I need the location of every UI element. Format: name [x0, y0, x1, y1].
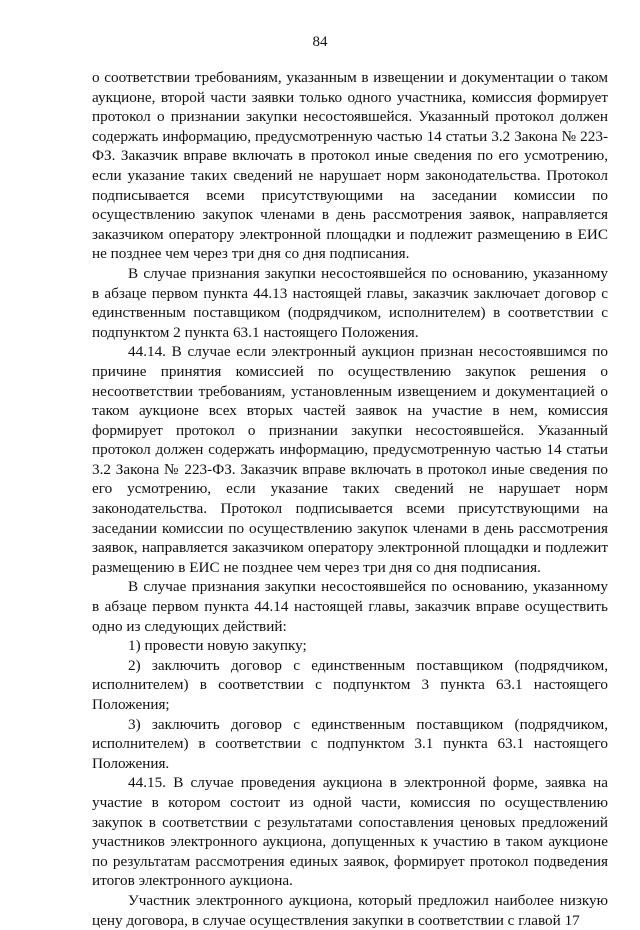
paragraph: 44.15. В случае проведения аукциона в электронной форме, заявка на участие в котором состоит из одной части, комиссия по осуществлению закупок в соответствии с результатами сопоставления ценовых предложений участников электронного аукциона, допущенных к участию в таком аукционе по результатам рассмотрения единых заявок, формирует протокол подведения итогов электронного аукциона. — [92, 774, 608, 890]
paragraph: о соответствии требованиям, указанным в извещении и документации о таком аукционе, второй части заявки только одного участника, комиссия формирует протокол о признании закупки несостоявшейся. Указанный протокол должен содержать информацию, предусмотренную частью 14 статьи 3.2 Закона № 223-ФЗ. Заказчик вправе включать в протокол иные сведения по его усмотрению, если указание таких сведений не нарушает норм законодательства. Протокол подписывается всеми присутствующими на заседании комиссии по осуществлению закупок членами в день рассмотрения заявок, направляется заказчиком оператору электронной площадки и подлежит размещению в ЕИС не позднее чем через три дня со дня подписания. — [92, 69, 608, 263]
page-body — [92, 68, 608, 930]
page-number: 84 — [312, 34, 328, 50]
list-item: 2) заключить договор с единственным поставщиком (подрядчиком, исполнителем) в соответствии с подпунктом 3 пункта 63.1 настоящего Положения; — [92, 656, 608, 713]
paragraph: Участник электронного аукциона, который предложил наиболее низкую цену договора, в случае осуществления закупки в соответствии с главой 17 — [92, 891, 608, 929]
paragraph: В случае признания закупки несостоявшейся по основанию, указанному в абзаце первом пункта 44.13 настоящей главы, заказчик заключает договор с единственным поставщиком (подрядчиком, исполнителем) в соответствии с подпунктом 2 пункта 63.1 настоящего Положения. — [92, 264, 608, 341]
paragraph: В случае признания закупки несостоявшейся по основанию, указанному в абзаце первом пункта 44.14 настоящей главы, заказчик вправе осуществить одно из следующих действий: — [92, 578, 608, 635]
list-item: 3) заключить договор с единственным поставщиком (подрядчиком, исполнителем) в соответствии с подпунктом 3.1 пункта 63.1 настоящего Положения. — [92, 715, 608, 772]
list-item: 1) провести новую закупку; — [128, 637, 307, 655]
paragraph: 44.14. В случае если электронный аукцион признан несостоявшимся по причине принятия комиссией по осуществлению закупок решения о несоответствии требованиям, установленным извещением и документацией о таком аукционе всех вторых частей заявок на участие в нем, комиссия формирует протокол о признании закупки несостоявшейся. Указанный протокол должен содержать информацию, предусмотренную частью 14 статьи 3.2 Закона № 223-ФЗ. Заказчик вправе включать в протокол иные сведения по его усмотрению, если указание таких сведений не нарушает норм законодательства. Протокол подписывается всеми присутствующими на заседании комиссии по осуществлению закупок членами в день рассмотрения заявок, направляется заказчиком оператору электронной площадки и подлежит размещению в ЕИС не позднее чем через три дня со дня подписания. — [92, 343, 608, 576]
